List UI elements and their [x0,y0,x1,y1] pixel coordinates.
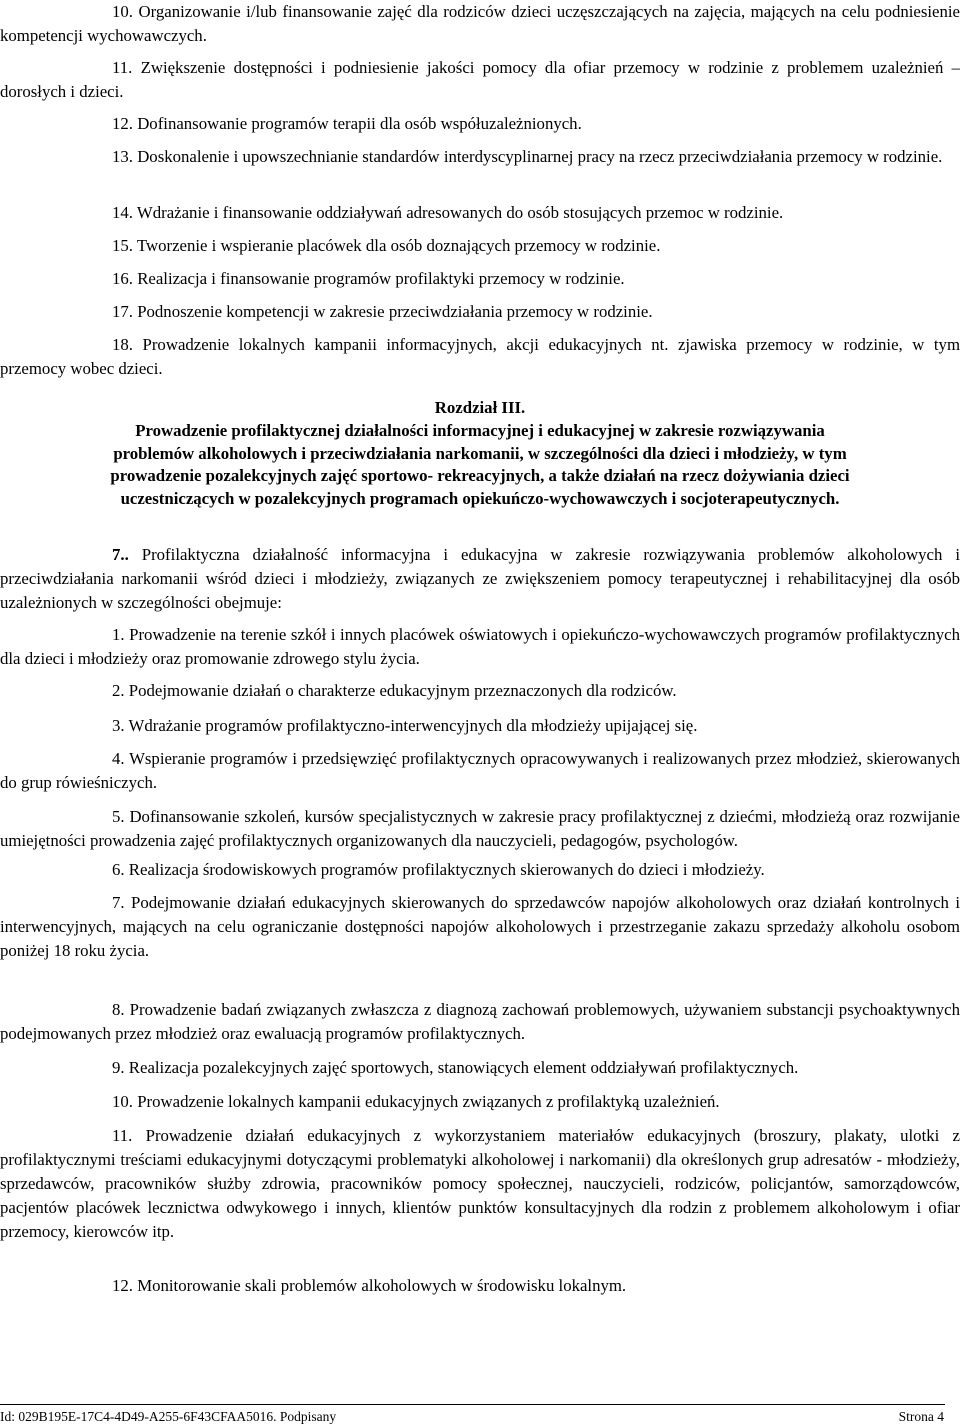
footer-document-id: Id: 029B195E-17C4-4D49-A255-6F43CFAA5016. Podpisany [0,1409,337,1424]
section-item-8: 8. Prowadzenie badań związanych zwłaszcza z diagnozą zachowań problemowych, używaniem substancji psychoaktywnych podejmowanych przez młodzież oraz ewaluacją programów profilaktycznych. [0,1000,960,1043]
list-item-12: 12. Dofinansowanie programów terapii dla osób współuzależnionych. [112,114,582,133]
section-item-1: 1. Prowadzenie na terenie szkół i innych placówek oświatowych i opiekuńczo-wychowawczych programów profilaktycznych dla dzieci i młodzieży oraz promowanie zdrowego stylu życia. [0,625,960,668]
list-item-10: 10. Organizowanie i/lub finansowanie zajęć dla rodziców dzieci uczęszczających na zajęcia, mających na celu podniesienie kompetencji wychowawczych. [0,2,960,45]
list-item-11: 11. Zwiększenie dostępności i podniesienie jakości pomocy dla ofiar przemocy w rodzinie z problemem uzależnień – dorosłych i dzieci. [0,58,960,101]
list-item-14: 14. Wdrażanie i finansowanie oddziaływań adresowanych do osób stosujących przemoc w rodzinie. [112,203,784,222]
list-item-16: 16. Realizacja i finansowanie programów profilaktyki przemocy w rodzinie. [112,269,625,288]
section-item-12: 12. Monitorowanie skali problemów alkoholowych w środowisku lokalnym. [112,1276,627,1295]
footer-page-number: Strona 4 [898,1409,944,1424]
section-item-2: 2. Podejmowanie działań o charakterze edukacyjnym przeznaczonych dla rodziców. [112,681,677,700]
section-item-3: 3. Wdrażanie programów profilaktyczno-interwencyjnych dla młodzieży upijającej się. [112,716,698,735]
section-item-11: 11. Prowadzenie działań edukacyjnych z wykorzystaniem materiałów edukacyjnych (broszury, plakaty, ulotki z profilaktycznymi treściami edukacyjnymi dotyczącymi problematyki alkoholowej i narkomanii) dla określonych grup adresatów - młodzieży, sprzedawców, pracowników służby zdrowia, pracowników pomocy społecznej, nauczycieli, rodziców, policjantów, samorządowców, pacjentów placówek lecznictwa odwykowego i innych, klientów punktów konsultacyjnych dla rodzin z problemem alkoholowym i ofiar przemocy, kierowców itp. [0,1126,960,1241]
section-item-4: 4. Wspieranie programów i przedsięwzięć profilaktycznych opracowywanych i realizowanych przez młodzież, skierowanych do grup rówieśniczych. [0,749,960,792]
section-item-5: 5. Dofinansowanie szkoleń, kursów specjalistycznych w zakresie pracy profilaktycznej z dziećmi, młodzieżą oraz rozwijanie umiejętności prowadzenia zajęć profilaktycznych organizowanych dla nauczycieli, pedagogów, psychologów. [0,807,960,850]
section-intro: 7.. Profilaktyczna działalność informacyjna i edukacyjna w zakresie rozwiązywania problemów alkoholowych i przeciwdziałania narkomanii wśród dzieci i młodzieży, związanych ze zwiększeniem pomocy terapeutycznej i rehabilitacyjnej dla osób uzależnionych w szczególności obejmuje: [0,545,960,612]
chapter-label: Rozdział III. [434,398,526,417]
list-item-13: 13. Doskonalenie i upowszechnianie standardów interdyscyplinarnej pracy na rzecz przeciwdziałania przemocy w rodzinie. [112,147,943,166]
section-item-7: 7. Podejmowanie działań edukacyjnych skierowanych do sprzedawców napojów alkoholowych oraz działań kontrolnych i interwencyjnych, mających na celu ograniczanie dostępności napojów alkoholowych i przestrzeganie zakazu sprzedaży alkoholu osobom poniżej 18 roku życia. [0,893,960,960]
chapter-title: Prowadzenie profilaktycznej działalności informacyjnej i edukacyjnej w zakresie rozwiązywania problemów alkoholowych i przeciwdziałania narkomanii, w szczególności dla dzieci i młodzieży, w tym prowadzenie pozalekcyjnych zajęć sportowo- rekreacyjnych, a także działań na rzecz dożywiania dzieci uczestniczących w pozalekcyjnych programach opiekuńczo-wychowawczych i socjoterapeutycznych. [110,421,850,508]
list-item-15: 15. Tworzenie i wspieranie placówek dla osób doznających przemocy w rodzinie. [112,236,661,255]
footer-divider [0,1404,945,1405]
list-item-18: 18. Prowadzenie lokalnych kampanii informacyjnych, akcji edukacyjnych nt. zjawiska przemocy w rodzinie, w tym przemocy wobec dzieci. [0,335,960,378]
section-item-9: 9. Realizacja pozalekcyjnych zajęć sportowych, stanowiących element oddziaływań profilaktycznych. [112,1058,799,1077]
section-mark: 7.. [112,545,129,564]
section-item-6: 6. Realizacja środowiskowych programów profilaktycznych skierowanych do dzieci i młodzieży. [112,860,765,879]
list-item-17: 17. Podnoszenie kompetencji w zakresie przeciwdziałania przemocy w rodzinie. [112,302,653,321]
section-item-10: 10. Prowadzenie lokalnych kampanii edukacyjnych związanych z profilaktyką uzależnień. [112,1092,720,1111]
